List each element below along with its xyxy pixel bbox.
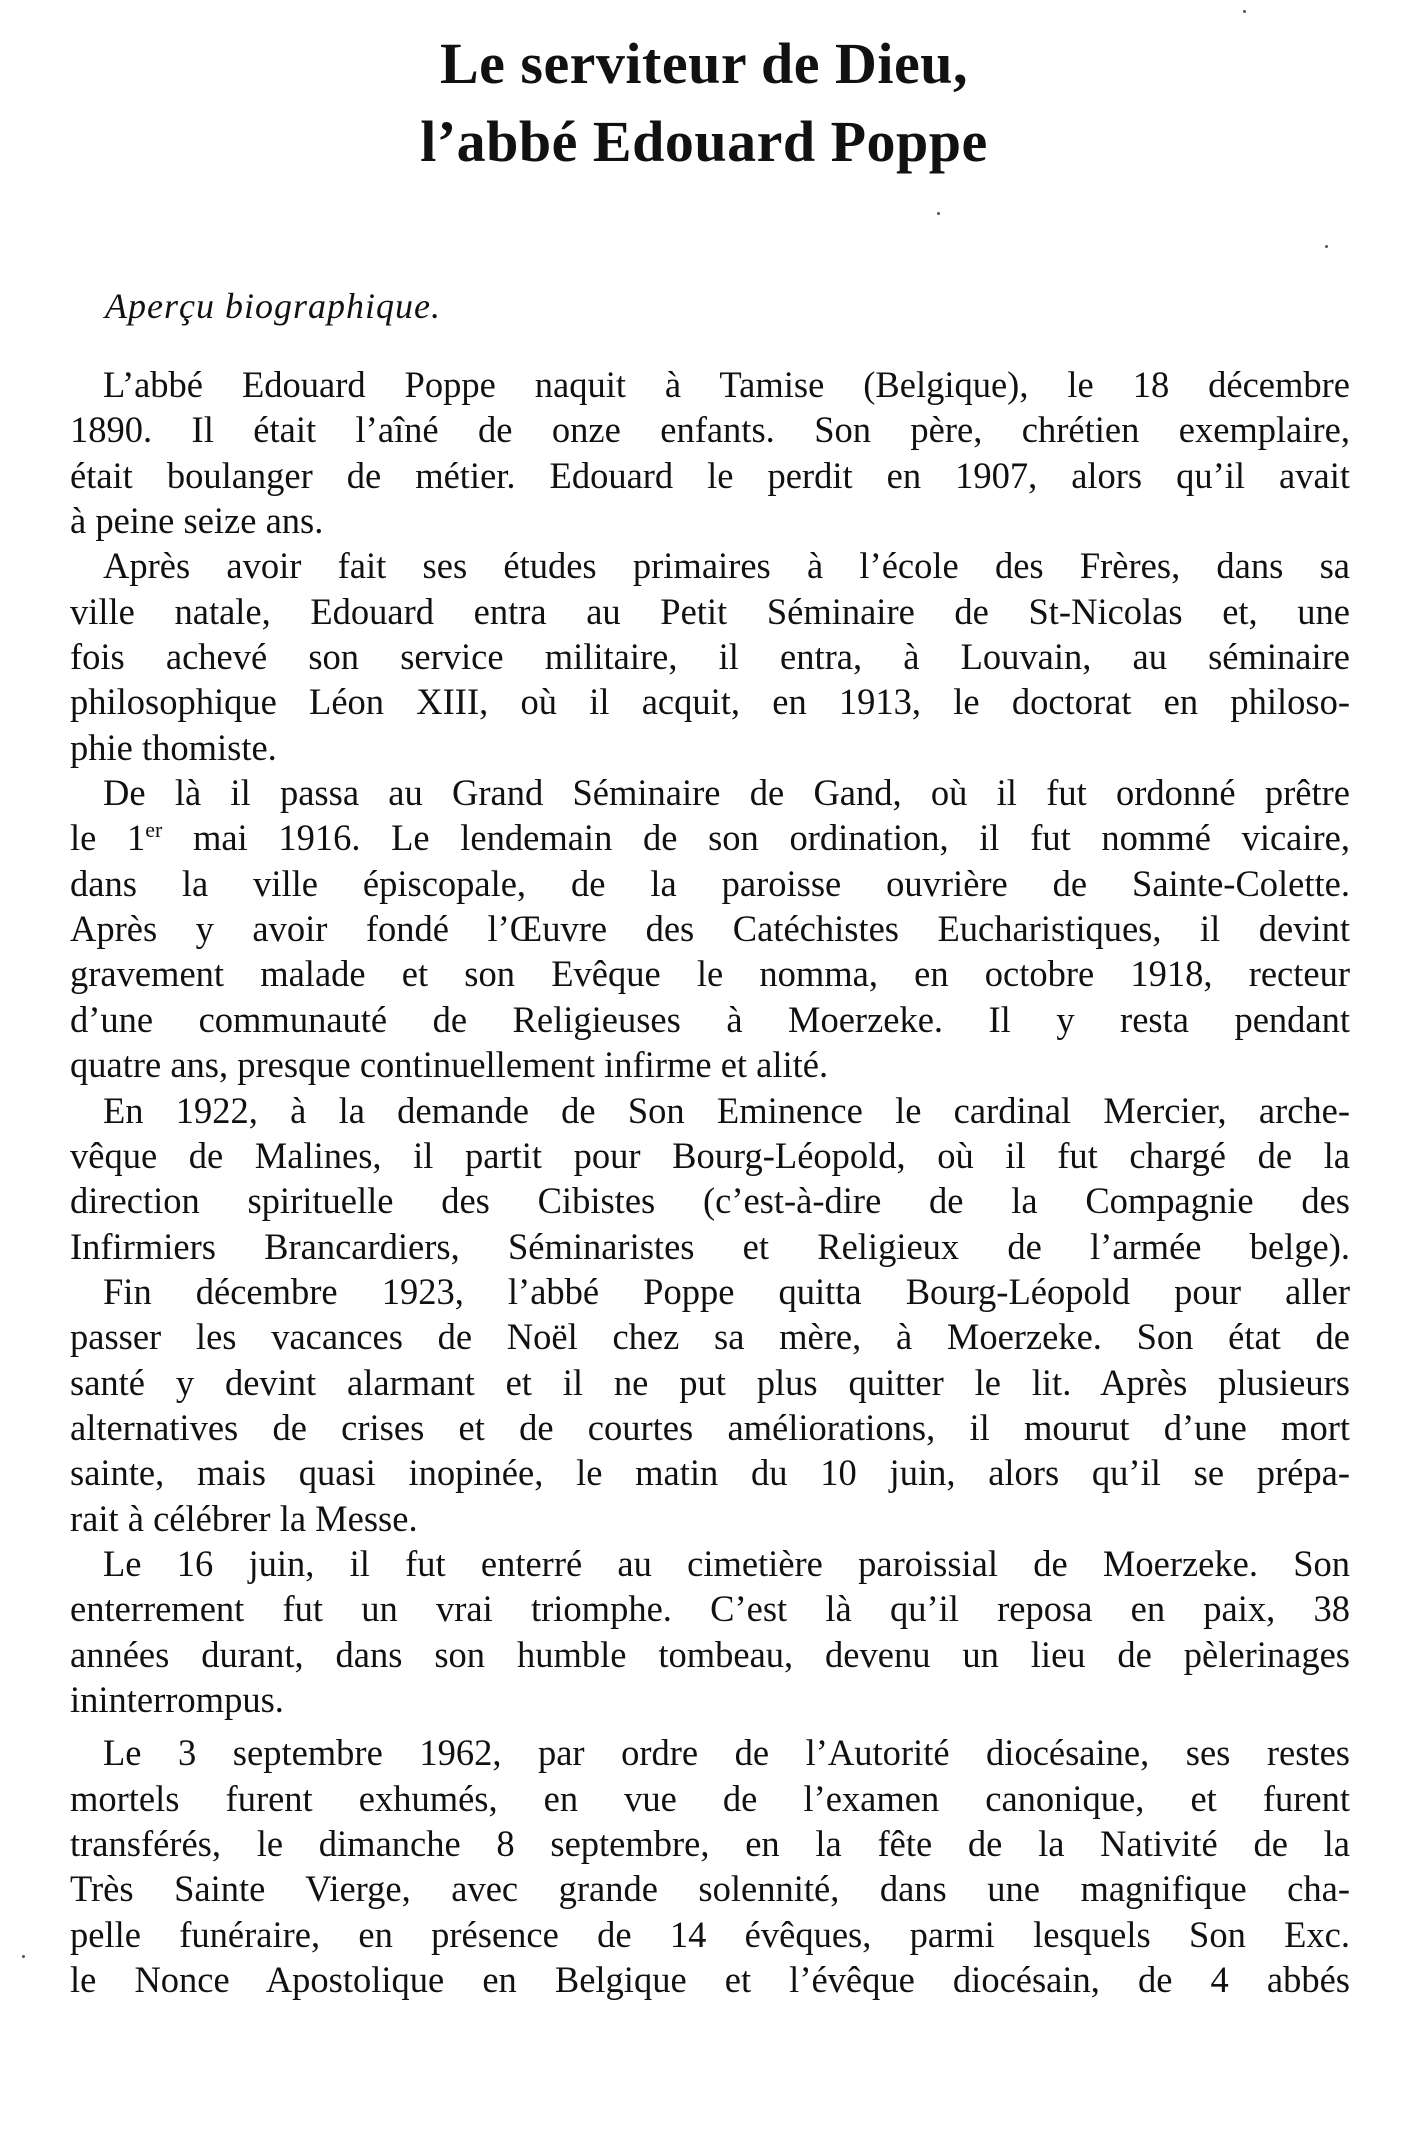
text-line: rait à célébrer la Messe. — [70, 1497, 418, 1539]
paragraph-5 — [70, 1269, 1350, 1541]
paragraph-1 — [70, 362, 1350, 543]
text-line: philosophique Léon XIII, où il acquit, en 1913, le doctorat en philoso- — [70, 681, 1350, 723]
text-line: mortels furent exhumés, en vue de l’examen canonique, et furent — [70, 1777, 1350, 1819]
text-line: sainte, mais quasi inopinée, le matin du 10 juin, alors qu’il se prépa- — [70, 1452, 1350, 1494]
text-line: à peine seize ans. — [70, 500, 324, 542]
text-line: enterrement fut un vrai triomphe. C’est là qu’il reposa en paix, 38 — [70, 1588, 1350, 1630]
text-line: direction spirituelle des Cibistes (c’est-à-dire de la Compagnie des — [70, 1180, 1350, 1222]
text-line: En 1922, à la demande de Son Eminence le cardinal Mercier, arche- — [103, 1089, 1350, 1131]
text-line: Le 3 septembre 1962, par ordre de l’Autorité diocésaine, ses restes — [103, 1732, 1350, 1774]
text-line: fois achevé son service militaire, il entra, à Louvain, au séminaire — [70, 636, 1350, 678]
body-text — [70, 362, 1350, 2002]
text-line: phie thomiste. — [70, 726, 277, 768]
text-line: Après y avoir fondé l’Œuvre des Catéchistes Eucharistiques, il devint — [70, 908, 1350, 950]
document-title-line-2: l’abbé Edouard Poppe — [420, 109, 988, 174]
text-line: gravement malade et son Evêque le nomma, en octobre 1918, recteur — [70, 953, 1350, 995]
text-line: alternatives de crises et de courtes améliorations, il mourut d’une mort — [70, 1406, 1350, 1448]
scan-speck — [937, 212, 940, 215]
text-line: années durant, dans son humble tombeau, devenu un lieu de pèlerinages — [70, 1633, 1350, 1675]
text-line: ininterrompus. — [70, 1678, 284, 1720]
paragraph-6 — [70, 1541, 1350, 1722]
section-heading: Aperçu biographique. — [105, 286, 441, 326]
text-line: 1890. Il était l’aîné de onze enfants. Son père, chrétien exemplaire, — [70, 409, 1350, 451]
text-line: dans la ville épiscopale, de la paroisse ouvrière de Sainte-Colette. — [70, 862, 1350, 904]
text-line: ville natale, Edouard entra au Petit Séminaire de St-Nicolas et, une — [70, 590, 1350, 632]
text-line: passer les vacances de Noël chez sa mère, à Moerzeke. Son état de — [70, 1316, 1350, 1358]
superscript: er — [145, 817, 163, 843]
scan-speck — [22, 1955, 25, 1958]
text-fragment: mai 1916. Le lendemain de son ordination, il fut nommé vicaire, — [162, 817, 1350, 859]
scan-speck — [1325, 245, 1328, 248]
text-line: Le 16 juin, il fut enterré au cimetière paroissial de Moerzeke. Son — [103, 1542, 1350, 1584]
text-line — [70, 815, 1350, 860]
text-line: Après avoir fait ses études primaires à l’école des Frères, dans sa — [103, 545, 1350, 587]
paragraph-7 — [70, 1730, 1350, 2002]
text-line: était boulanger de métier. Edouard le perdit en 1907, alors qu’il avait — [70, 454, 1350, 496]
text-line: d’une communauté de Religieuses à Moerzeke. Il y resta pendant — [70, 998, 1350, 1040]
scan-speck — [1243, 10, 1246, 13]
paragraph-2 — [70, 543, 1350, 770]
text-line: De là il passa au Grand Séminaire de Gand, où il fut ordonné prêtre — [103, 772, 1350, 814]
text-line: Infirmiers Brancardiers, Séminaristes et Religieux de l’armée belge). — [70, 1225, 1350, 1267]
paragraph-3 — [70, 770, 1350, 1087]
text-line: L’abbé Edouard Poppe naquit à Tamise (Belgique), le 18 décembre — [103, 364, 1350, 405]
text-line: Très Sainte Vierge, avec grande solennité, dans une magnifique cha- — [70, 1868, 1350, 1910]
text-line: Fin décembre 1923, l’abbé Poppe quitta Bourg-Léopold pour aller — [103, 1270, 1350, 1312]
text-line: transférés, le dimanche 8 septembre, en la fête de la Nativité de la — [70, 1823, 1350, 1864]
paragraph-4 — [70, 1088, 1350, 1269]
text-line: le Nonce Apostolique en Belgique et l’évêque diocésain, de 4 abbés — [70, 1959, 1350, 2001]
text-line: vêque de Malines, il partit pour Bourg-Léopold, où il fut chargé de la — [70, 1134, 1350, 1176]
document-title-line-1: Le serviteur de Dieu, — [439, 31, 969, 96]
text-line: pelle funéraire, en présence de 14 évêques, parmi lesquels Son Exc. — [70, 1913, 1350, 1955]
text-line: quatre ans, presque continuellement infirme et alité. — [70, 1044, 829, 1086]
text-fragment: le 1 — [70, 817, 146, 859]
text-line: santé y devint alarmant et il ne put plus quitter le lit. Après plusieurs — [70, 1361, 1350, 1403]
